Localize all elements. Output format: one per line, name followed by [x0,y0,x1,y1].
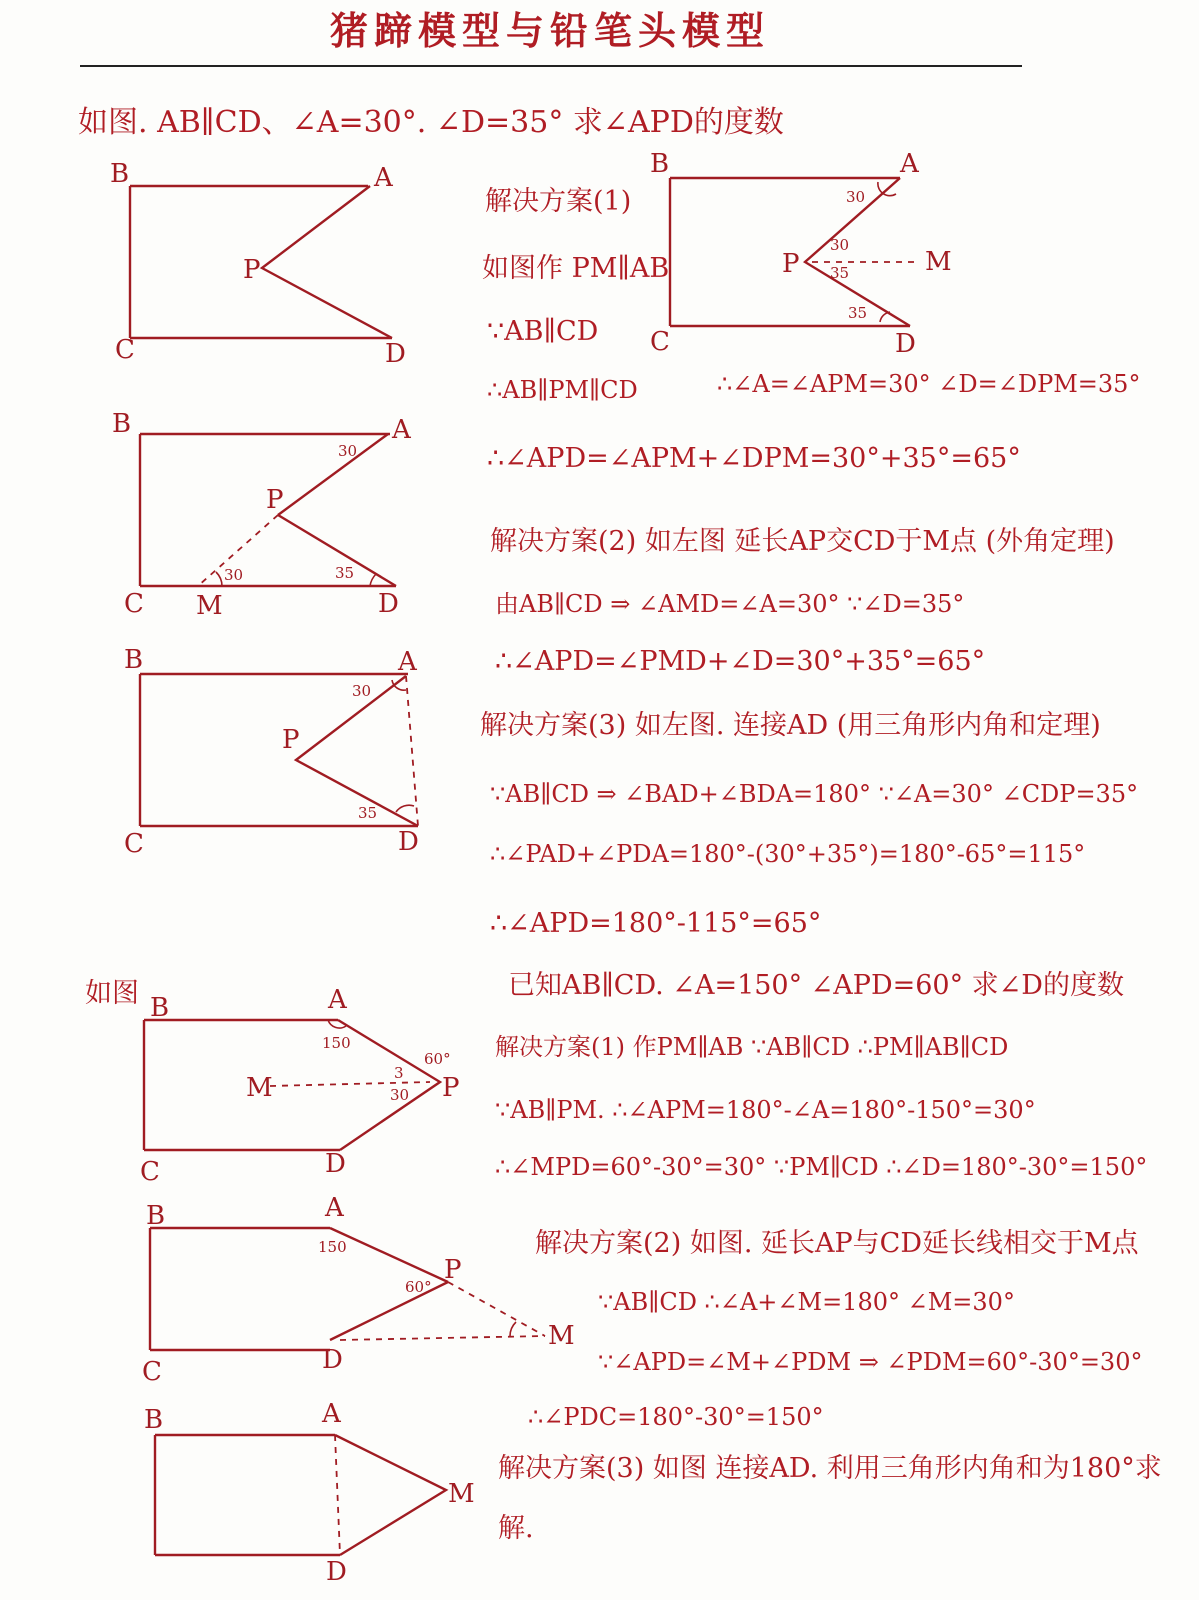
angle-label-30: 30 [338,442,358,460]
solution-3-line-1: ∵AB∥CD ⇒ ∠BAD+∠BDA=180° ∵∠A=30° ∠CDP=35° [490,780,1139,808]
label-a: A [374,163,393,193]
label-d: D [378,589,399,619]
problem-1-statement: 如图. AB∥CD、∠A=30°. ∠D=35° 求∠APD的度数 [78,105,784,140]
figure-1-solution [650,149,952,359]
label-a: A [328,985,347,1015]
p2-solution-2-line-1: 解决方案(2) 如图. 延长AP与CD延长线相交于M点 [535,1228,1139,1259]
p2-solution-2-line-3: ∵∠APD=∠M+∠PDM ⇒ ∠PDM=60°-30°=30° [598,1348,1143,1376]
label-m: M [246,1073,273,1103]
label-p: P [266,485,284,515]
figure-6 [144,1399,475,1587]
label-d: D [398,827,419,857]
solution-3-title: 解决方案(3) 如左图. 连接AD (用三角形内角和定理) [480,710,1101,741]
label-p: P [442,1073,460,1103]
p2-solution-3-line-2: 解. [498,1513,534,1544]
label-p: P [782,249,800,279]
p2-solution-1-line-2: ∵AB∥PM. ∴∠APM=180°-∠A=180°-150°=30° [495,1096,1036,1124]
label-c: C [115,335,135,365]
label-p: P [243,255,261,285]
label-d: D [385,339,406,369]
label-d: D [326,1557,347,1587]
label-c: C [124,589,144,619]
angle-label-30-lower: 30 [390,1086,410,1104]
problem-2-lead: 如图 [85,978,139,1009]
angle-label-150: 150 [318,1238,347,1256]
p2-solution-2-line-4: ∴∠PDC=180°-30°=150° [528,1403,824,1431]
angle-label-150: 150 [322,1034,351,1052]
angle-label-60: 60° [424,1050,451,1068]
solution-1-title: 解决方案(1) [485,186,632,217]
label-d: D [322,1345,343,1375]
figure-3 [124,645,419,859]
solution-2-title: 解决方案(2) 如左图 延长AP交CD于M点 (外角定理) [490,526,1115,557]
label-b: B [112,409,132,439]
label-b: B [146,1201,166,1231]
label-a: A [900,149,919,179]
solution-1-line-3a: ∴AB∥PM∥CD [487,376,638,404]
angle-label-35-p: 35 [830,264,850,282]
angle-label-3a: 3 [394,1064,404,1082]
solution-2-line-1: 由AB∥CD ⇒ ∠AMD=∠A=30° ∵∠D=35° [495,590,965,618]
solution-1-line-1: 如图作 PM∥AB [482,253,670,284]
label-c: C [650,327,670,357]
label-b: B [150,993,170,1023]
angle-label-30: 30 [352,682,372,700]
solution-1-line-4: ∴∠APD=∠APM+∠DPM=30°+35°=65° [487,443,1021,474]
label-a: A [398,647,417,677]
label-p: P [282,725,300,755]
p2-solution-1-line-1: 解决方案(1) 作PM∥AB ∵AB∥CD ∴PM∥AB∥CD [495,1033,1009,1061]
label-m: M [548,1321,575,1351]
angle-label-60: 60° [405,1278,432,1296]
p2-solution-1-line-3: ∴∠MPD=60°-30°=30° ∵PM∥CD ∴∠D=180°-30°=150° [495,1153,1148,1181]
label-b: B [650,149,670,179]
angle-label-35: 35 [848,304,868,322]
label-d: D [895,329,916,359]
angle-label-35: 35 [335,564,355,582]
solution-1-line-3b: ∴∠A=∠APM=30° ∠D=∠DPM=35° [717,370,1141,398]
label-p: P [444,1255,462,1285]
angle-label-35: 35 [358,804,378,822]
label-d: D [325,1149,346,1179]
solution-1-line-2: ∵AB∥CD [487,316,599,347]
label-m: M [448,1479,475,1509]
solution-3-line-3: ∴∠APD=180°-115°=65° [490,908,822,939]
label-a: A [392,415,411,445]
angle-label-30-m: 30 [224,566,244,584]
solution-2-line-2: ∴∠APD=∠PMD+∠D=30°+35°=65° [495,646,986,677]
problem-2-statement: 已知AB∥CD. ∠A=150° ∠APD=60° 求∠D的度数 [508,970,1124,1001]
label-m: M [196,591,223,621]
label-b: B [144,1405,164,1435]
figure-4 [140,985,460,1187]
solution-3-line-2: ∴∠PAD+∠PDA=180°-(30°+35°)=180°-65°=115° [490,840,1086,868]
label-b: B [124,645,144,675]
figure-2 [112,409,412,621]
page-title: 猪蹄模型与铅笔头模型 [330,8,771,53]
label-m: M [925,247,952,277]
figure-1 [110,159,406,369]
label-c: C [142,1357,162,1387]
label-b: B [110,159,130,189]
label-c: C [124,829,144,859]
angle-label-30-p: 30 [830,236,850,254]
figure-5 [142,1193,575,1387]
p2-solution-2-line-2: ∵AB∥CD ∴∠A+∠M=180° ∠M=30° [598,1288,1015,1316]
label-a: A [325,1193,344,1223]
p2-solution-3-line-1: 解决方案(3) 如图 连接AD. 利用三角形内角和为180°求 [498,1453,1162,1484]
label-a: A [322,1399,341,1429]
angle-label-30: 30 [846,188,866,206]
label-c: C [140,1157,160,1187]
